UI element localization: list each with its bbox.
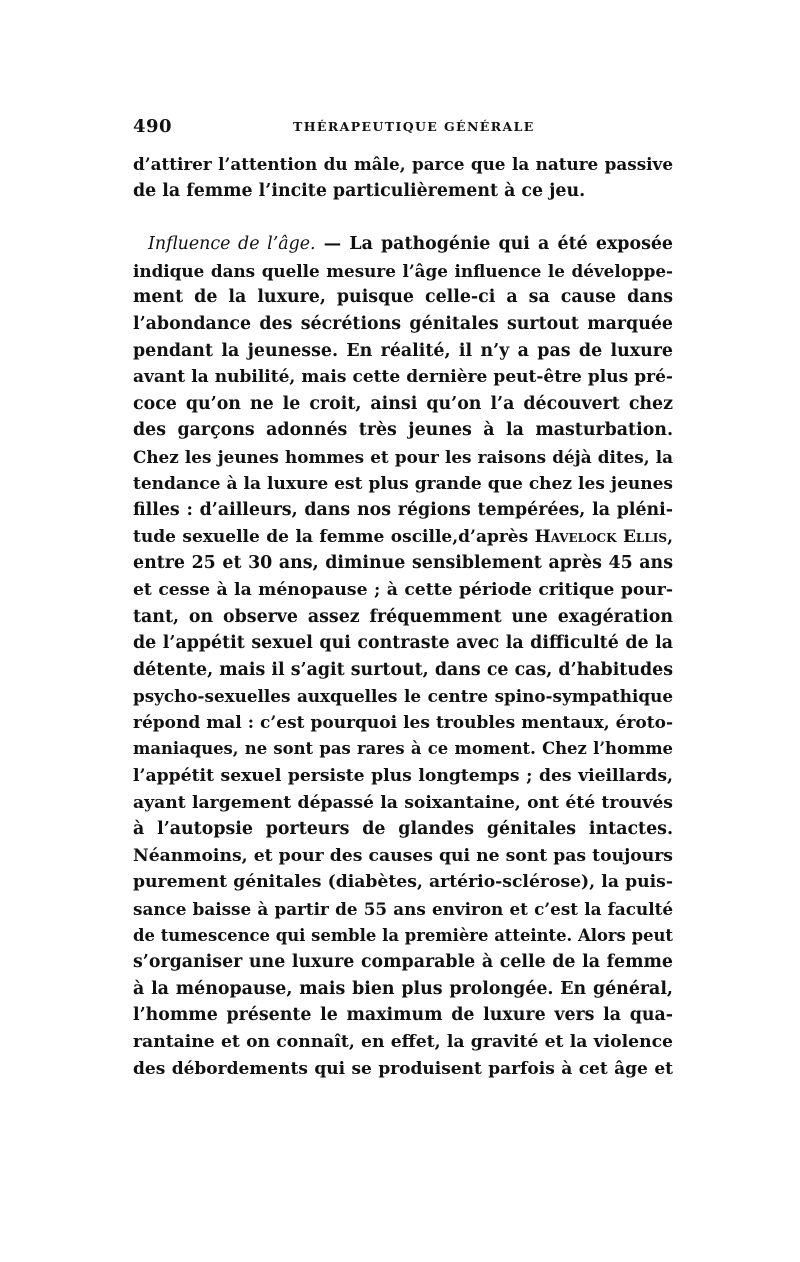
text-line: indique dans quelle mesure l’âge influence le développe- bbox=[133, 260, 673, 281]
text-line: à l’autopsie porteurs de glandes génitales intactes. bbox=[133, 819, 673, 840]
text-line: tant, on observe assez fréquemment une exagération bbox=[133, 606, 673, 627]
text-line: filles : d’ailleurs, dans nos régions tempérées, la pléni- bbox=[133, 500, 673, 521]
text-line: psycho-sexuelles auxquelles le centre spino-sympathique bbox=[133, 686, 673, 707]
section-heading: Influence de l’âge. bbox=[148, 234, 316, 255]
text-line: entre 25 et 30 ans, diminue sensiblement après 45 ans bbox=[133, 553, 673, 574]
text-line: Chez les jeunes hommes et pour les raisons déjà dites, la bbox=[133, 446, 673, 467]
text-line: de tumescence qui semble la première atteinte. Alors peut bbox=[133, 925, 673, 945]
text-line: ment de la luxure, puisque celle-ci a sa cause dans bbox=[133, 287, 673, 308]
text-line: avant la nubilité, mais cette dernière peut-être plus pré- bbox=[133, 367, 673, 388]
text-line: des garçons adonnés très jeunes à la masturbation. bbox=[133, 420, 673, 441]
text-line: sance baisse à partir de 55 ans environ et c’est la faculté bbox=[133, 899, 673, 920]
text-line: coce qu’on ne le croit, ainsi qu’on l’a découvert chez bbox=[133, 393, 673, 414]
text-line: s’organiser une luxure comparable à celle de la femme bbox=[133, 952, 673, 973]
text-fragment: tude sexuelle de la femme oscille,d’après bbox=[133, 526, 535, 547]
text-line: purement génitales (diabètes, artério-sclérose), la puis- bbox=[133, 872, 673, 893]
section-first-line bbox=[133, 231, 673, 258]
text-line: des débordements qui se produisent parfois à cet âge et bbox=[133, 1058, 673, 1079]
text-line: l’appétit sexuel persiste plus longtemps ; des vieillards, bbox=[133, 766, 673, 787]
text-line: ayant largement dépassé la soixantaine, ont été trouvés bbox=[133, 792, 673, 813]
text-line: d’attirer l’attention du mâle, parce que la nature passive bbox=[133, 154, 673, 174]
text-fragment: — La pathogénie qui a été exposée bbox=[315, 234, 673, 255]
text-line: de l’appétit sexuel qui contraste avec la difficulté de la bbox=[133, 633, 673, 654]
text-line: tendance à la luxure est plus grande que chez les jeunes bbox=[133, 473, 673, 494]
running-head: THÉRAPEUTIQUE GÉNÉRALE bbox=[293, 119, 535, 134]
text-line: répond mal : c’est pourquoi les troubles mentaux, éroto- bbox=[133, 712, 673, 733]
text-fragment: , bbox=[667, 526, 674, 547]
text-line: Néanmoins, et pour des causes qui ne sont pas toujours bbox=[133, 845, 673, 866]
text-line: pendant la jeunesse. En réalité, il n’y a pas de luxure bbox=[133, 340, 673, 361]
text-line: l’abondance des sécrétions génitales surtout marquée bbox=[133, 313, 673, 334]
text-line: à la ménopause, mais bien plus prolongée. En général, bbox=[133, 978, 673, 999]
text-line: l’homme présente le maximum de luxure vers la qua- bbox=[133, 1005, 673, 1026]
text-line: détente, mais il s’agit surtout, dans ce cas, d’habitudes bbox=[133, 659, 673, 680]
text-line: maniaques, ne sont pas rares à ce moment. Chez l’homme bbox=[133, 739, 673, 759]
author-name: Havelock Ellis bbox=[534, 526, 668, 547]
paragraph-gap bbox=[133, 204, 673, 231]
text-line: et cesse à la ménopause ; à cette période critique pour- bbox=[133, 579, 673, 600]
text-line: de la femme l’incite particulièrement à ce jeu. bbox=[133, 180, 586, 201]
page-header bbox=[133, 116, 673, 140]
text-line-with-author bbox=[133, 524, 673, 551]
body-text bbox=[133, 151, 673, 1082]
text-line: rantaine et on connaît, en effet, la gravité et la violence bbox=[133, 1032, 673, 1052]
page-number: 490 bbox=[133, 116, 173, 137]
